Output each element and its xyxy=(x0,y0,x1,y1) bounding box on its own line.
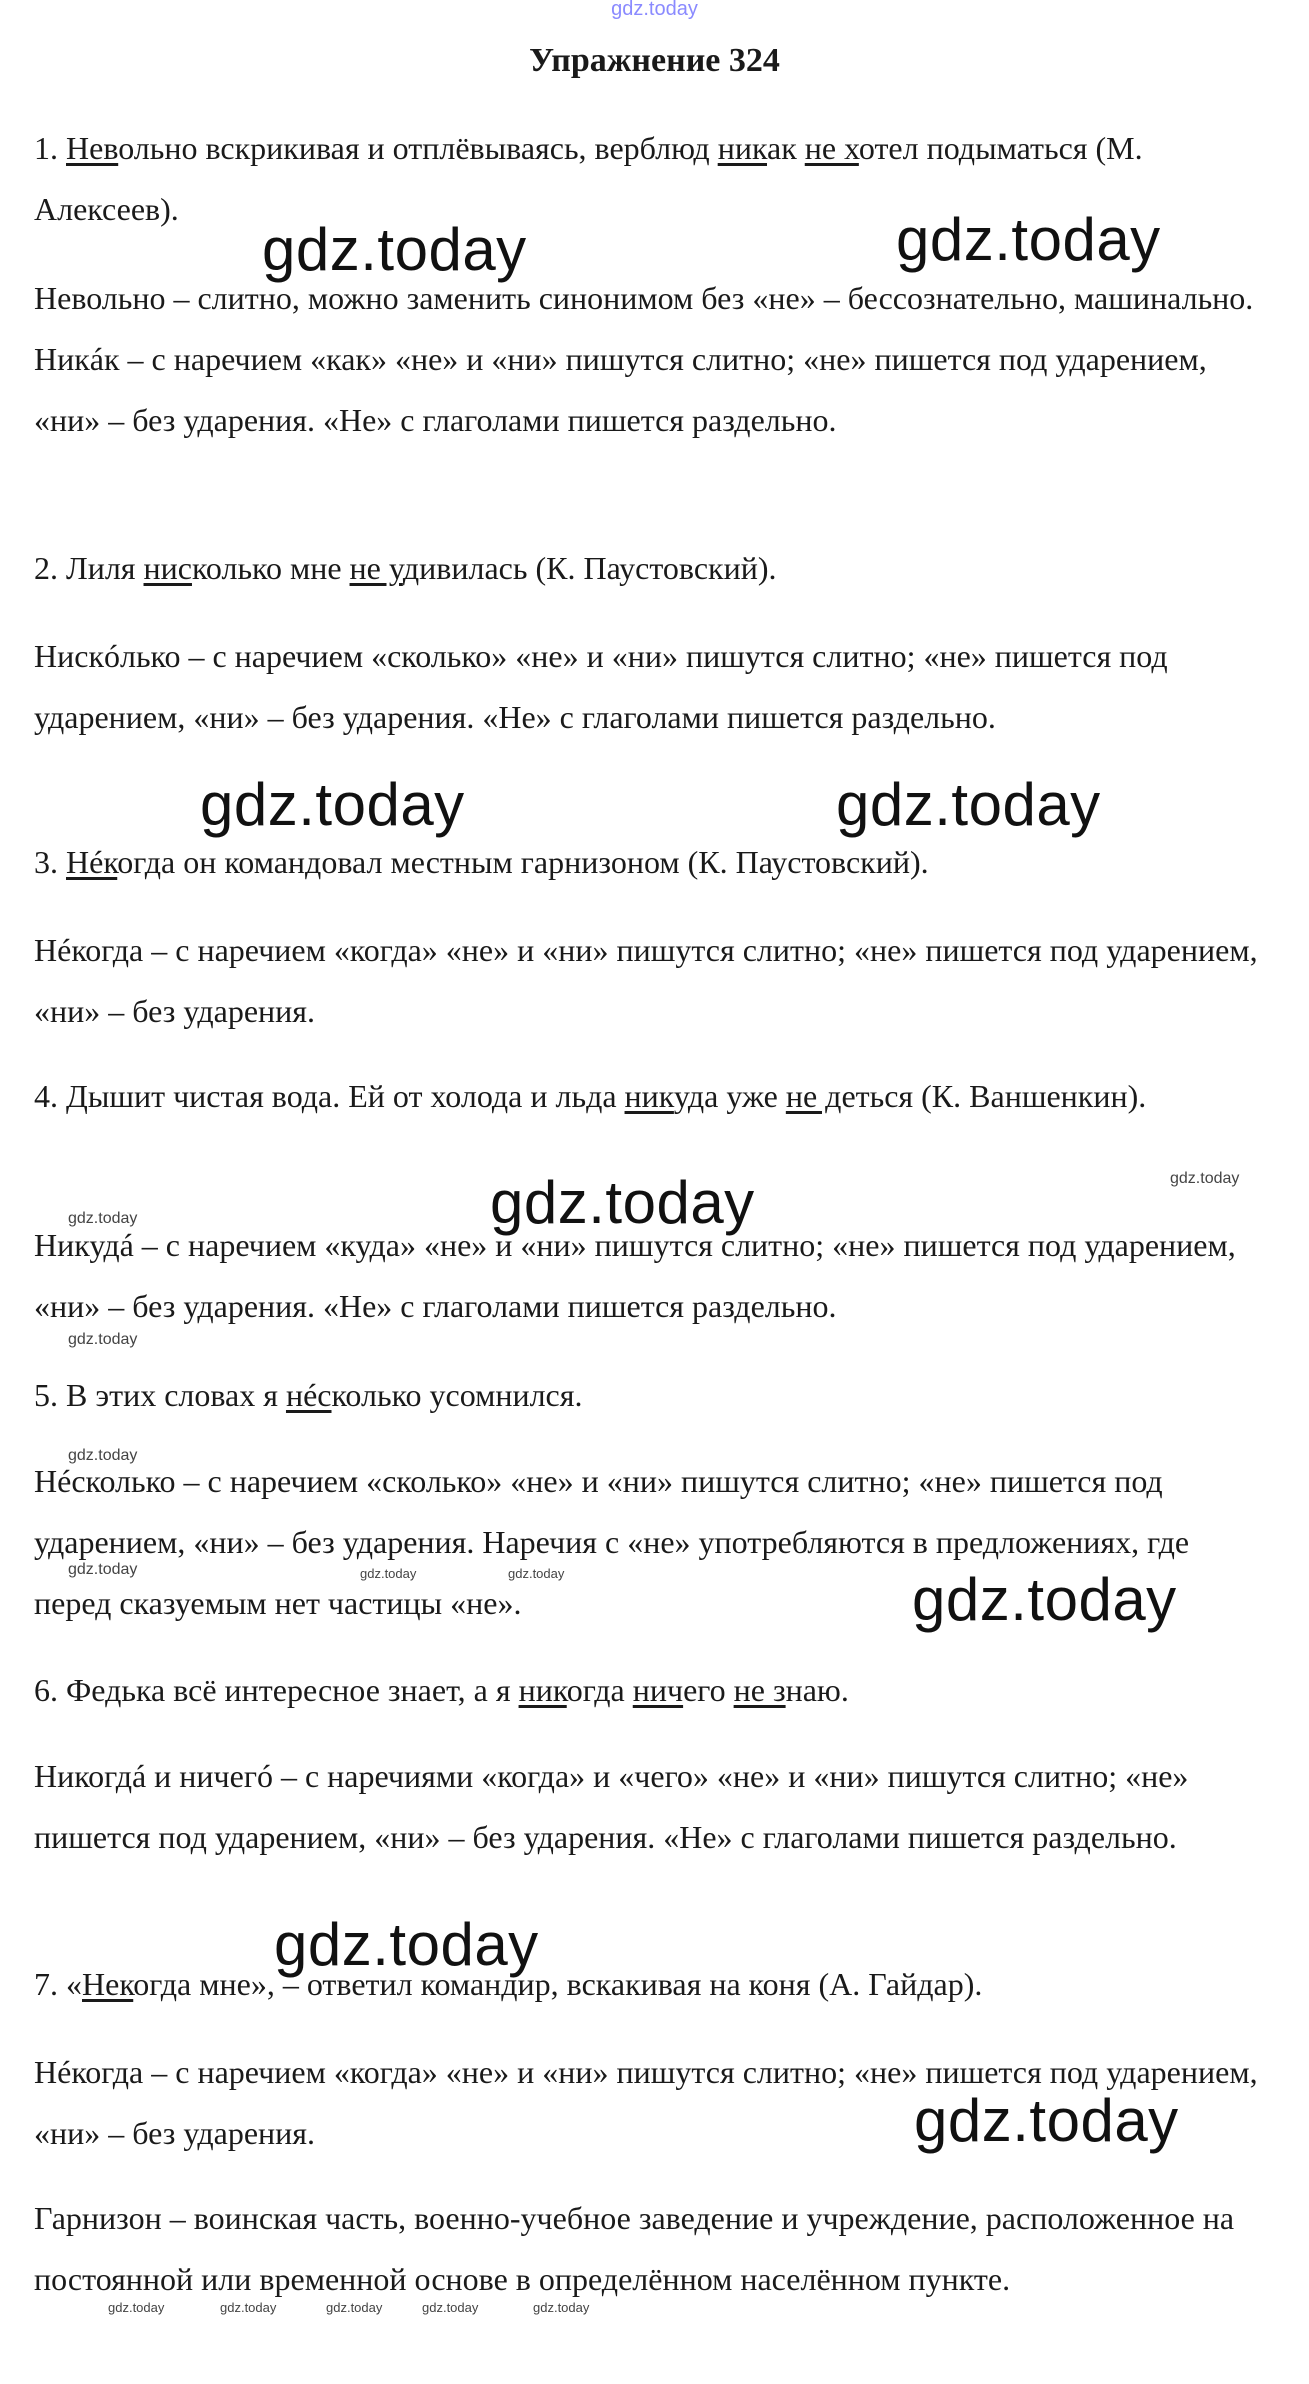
underlined-part: не д xyxy=(785,1078,842,1114)
underlined-part: не х xyxy=(804,130,859,166)
underlined-part: нис xyxy=(143,550,192,586)
underlined-part: ник xyxy=(624,1078,674,1114)
underlined-part: Нек xyxy=(82,1966,134,2002)
explanation-3: Нéкогда – с наречием «когда» «не» и «ни» пишутся слитно; «не» пишется под ударением, «ни» – без ударения. xyxy=(34,932,1258,1029)
explanation-2: Нискóлько – с наречием «сколько» «не» и «ни» пишутся слитно; «не» пишется под ударением, «ни» – без ударения. «Не» с глаголами пишется раздельно. xyxy=(34,638,1168,735)
sentence-1: 1. Невольно вскрикивая и отплёвываясь, верблюд никак не хотел подыматься (М. Алексеев). xyxy=(34,130,1143,227)
underlined-part: нéс xyxy=(285,1377,332,1413)
watermark-small: gdz.today xyxy=(508,1566,565,1581)
watermark-small: gdz.today xyxy=(68,1331,138,1348)
underlined-part: не з xyxy=(733,1672,786,1708)
sentence-5: 5. В этих словах я нéсколько усомнился. xyxy=(34,1377,583,1413)
watermark-small: gdz.today xyxy=(220,2300,277,2315)
watermark-small: gdz.today xyxy=(68,1561,138,1578)
watermark: gdz.today xyxy=(896,206,1161,273)
underlined-part: нич xyxy=(632,1672,684,1708)
watermark: gdz.today xyxy=(200,771,465,838)
underlined-part: не у xyxy=(349,550,403,586)
watermark: gdz.today xyxy=(912,1566,1177,1633)
sentence-2: 2. Лиля нисколько мне не удивилась (К. Паустовский). xyxy=(34,550,777,586)
watermark-small: gdz.today xyxy=(533,2300,590,2315)
sentence-3: 3. Нéкогда он командовал местным гарнизоном (К. Паустовский). xyxy=(34,844,929,880)
page-title: Упражнение 324 xyxy=(529,42,780,79)
underlined-part: ник xyxy=(717,130,767,166)
watermark-small: gdz.today xyxy=(68,1210,138,1227)
watermark: gdz.today xyxy=(262,216,527,283)
watermark: gdz.today xyxy=(274,1911,539,1978)
watermark: gdz.today xyxy=(836,771,1101,838)
sentence-7: 7. «Некогда мне», – ответил командир, вскакивая на коня (А. Гайдар). xyxy=(34,1966,983,2002)
watermark: gdz.today xyxy=(490,1169,755,1236)
underlined-part: ник xyxy=(518,1672,567,1708)
watermark: gdz.today xyxy=(914,2087,1179,2154)
top-watermark: gdz.today xyxy=(611,0,698,20)
underlined-part: Нéк xyxy=(66,844,118,880)
watermark-small: gdz.today xyxy=(1170,1170,1240,1187)
underlined-part: Нев xyxy=(66,130,119,166)
watermark-small: gdz.today xyxy=(108,2300,165,2315)
sentence-4: 4. Дышит чистая вода. Ей от холода и льда никуда уже не деться (К. Ваншенкин). xyxy=(34,1078,1147,1114)
explanation-4: Никудá – с наречием «куда» «не» и «ни» пишутся слитно; «не» пишется под ударением, «ни» – без ударения. «Не» с глаголами пишется раздельно. xyxy=(34,1227,1236,1324)
watermark-small: gdz.today xyxy=(68,1447,138,1464)
sentence-6: 6. Федька всё интересное знает, а я никогда ничего не знаю. xyxy=(34,1672,849,1708)
watermark-small: gdz.today xyxy=(422,2300,479,2315)
watermark-small: gdz.today xyxy=(360,1566,417,1581)
definition-note: Гарнизон – воинская часть, военно-учебное заведение и учреждение, расположенное на постоянной или временной основе в определённом населённом пункте. xyxy=(34,2200,1235,2297)
explanation-7: Нéкогда – с наречием «когда» «не» и «ни» пишутся слитно; «не» пишется под ударением, «ни» – без ударения. xyxy=(34,2054,1258,2151)
explanation-5: Нéсколько – с наречием «сколько» «не» и «ни» пишутся слитно; «не» пишется под ударением, «ни» – без ударения. Наречия с «не» употребляются в предложениях, где перед сказуемым нет частицы «не». xyxy=(34,1463,1190,1621)
watermark-small: gdz.today xyxy=(326,2300,383,2315)
explanation-1: Невольно – слитно, можно заменить синонимом без «не» – бессознательно, машинально. Никáк – с наречием «как» «не» и «ни» пишутся слитно; «не» пишется под ударением, «ни» – без ударения. «Не» с глаголами пишется раздельно. xyxy=(34,280,1254,438)
explanation-6: Никогдá и ничегó – с наречиями «когда» и «чего» «не» и «ни» пишутся слитно; «не» пишется под ударением, «ни» – без ударения. «Не» с глаголами пишется раздельно. xyxy=(34,1758,1189,1855)
